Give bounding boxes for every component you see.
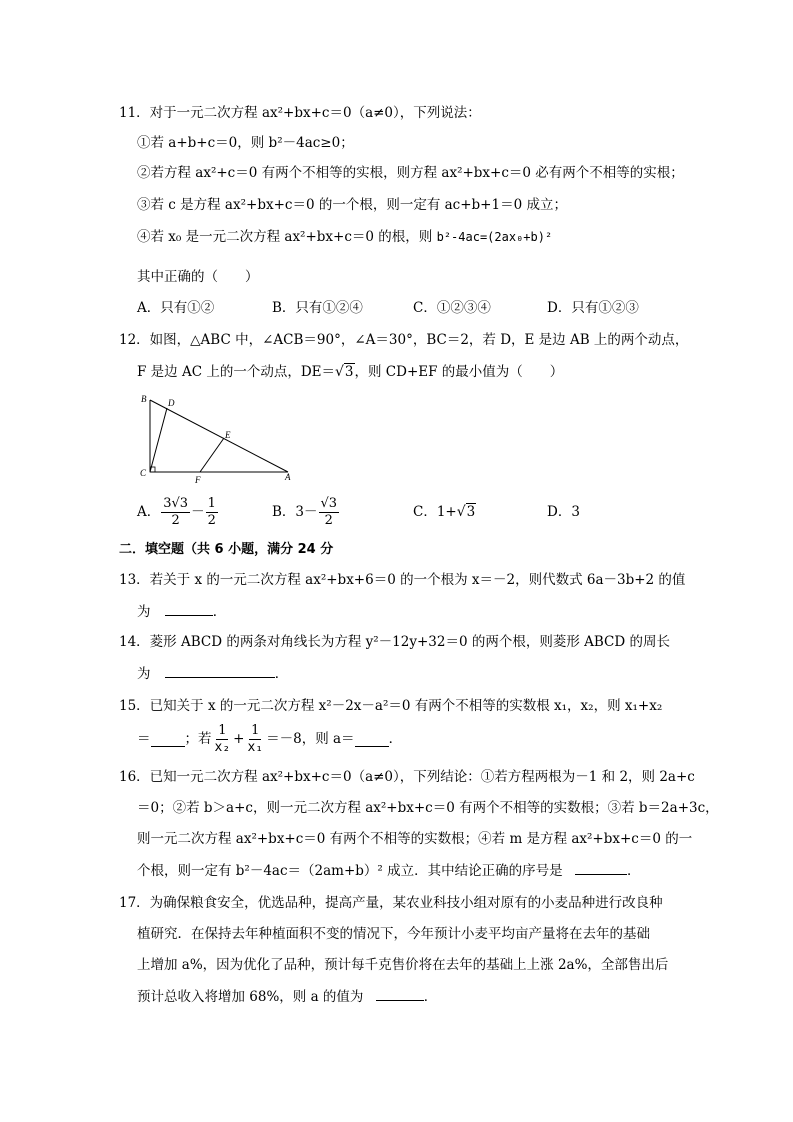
q16-line-4: 个根，则一定有 b²－4ac＝（2am+b）² 成立．其中结论正确的序号是 ．: [137, 860, 640, 881]
q17-line-4-text: 预计总收入将增加 68%，则 a 的值为: [137, 989, 364, 1005]
triangle-figure: [138, 392, 298, 484]
q15-equals: ＝: [137, 731, 151, 747]
denominator: 2: [207, 512, 216, 528]
q17-line-4: 预计总收入将增加 68%，则 a 的值为 ．: [137, 986, 437, 1007]
q11-statement-2: ②若方程 ax²+c＝0 有两个不相等的实根，则方程 ax²+bx+c＝0 必有两个不相等的实根；: [137, 165, 684, 181]
q13-line-2-text: 为: [137, 604, 151, 620]
q12-line-2-text: F 是边 AC 上的一个动点，DE＝: [137, 364, 335, 380]
q12-option-b: [272, 490, 340, 534]
q16-line-4-text: 个根，则一定有 b²－4ac＝（2am+b）² 成立．其中结论正确的序号是: [137, 863, 563, 879]
q11-option-b: B．只有①②④: [272, 300, 363, 316]
q11-statement-4: [137, 227, 552, 247]
q16-line-1: 16．已知一元二次方程 ax²+bx+c＝0（a≠0），下列结论：①若方程两根为－1 和 2，则 2a+c: [119, 769, 695, 785]
q17-line-2: 植研究．在保持去年种植面积不变的情况下，今年预计小麦平均亩产量将在去年的基础: [137, 926, 650, 942]
segment-cd: [150, 408, 167, 472]
numerator: 3√3: [163, 495, 189, 511]
q12-option-a-label: A．: [137, 504, 161, 520]
q11-statement-4-formula: b²-4ac=(2ax₀+b)²: [436, 230, 553, 244]
answer-blank: [151, 732, 185, 747]
minus-sign: －: [191, 504, 205, 520]
q11-option-c: C．①②③④: [413, 300, 491, 316]
answer-blank: [355, 732, 389, 747]
numerator: √3: [320, 495, 338, 511]
q11-statement-4-text: ④若 x₀ 是一元二次方程 ax²+bx+c＝0 的根，则: [137, 229, 433, 245]
label-e: E: [225, 430, 231, 440]
fraction: [206, 496, 218, 529]
q16-line-2: ＝0；②若 b＞a+c，则一元二次方程 ax²+bx+c＝0 有两个不相等的实数根；③若 b＝2a+3c，: [137, 800, 719, 816]
label-d: D: [168, 398, 175, 408]
q17-line-1: 17．为确保粮食安全，优选品种，提高产量，某农业科技小组对原有的小麦品种进行改良种: [119, 895, 663, 911]
label-a: A: [285, 472, 291, 482]
answer-blank: [575, 860, 627, 875]
q14-line-1: 14．菱形 ABCD 的两条对角线长为方程 y²－12y+32＝0 的两个根，则菱形 ABCD 的周长: [119, 634, 670, 650]
q12-line-1: 12．如图，△ABC 中，∠ACB＝90°，∠A＝30°，BC＝2，若 D，E 是边 AB 上的两个动点，: [119, 332, 689, 348]
numerator: 1: [251, 722, 260, 738]
q11-stem: 11．对于一元二次方程 ax²+bx+c＝0（a≠0），下列说法：: [119, 105, 481, 121]
q13-line-2: 为 ．: [137, 601, 226, 622]
q14-line-2-text: 为: [137, 666, 151, 682]
label-f: F: [195, 475, 201, 484]
numerator: 1: [218, 722, 227, 738]
q12-option-b-label: B．3－: [272, 504, 318, 520]
answer-blank: [165, 601, 213, 616]
denominator: 2: [324, 512, 333, 528]
q12-option-c-label: C．1+: [413, 504, 457, 520]
q11-option-a: A．只有①②: [137, 300, 215, 316]
answer-blank: [376, 986, 424, 1001]
denominator: 2: [171, 512, 180, 528]
q15-tail: ＝－8，则 a＝: [266, 731, 355, 747]
q12-line-2-tail: ，则 CD+EF 的最小值为（ ）: [354, 364, 564, 380]
q16-line-3: 则一元二次方程 ax²+bx+c＝0 有两个不相等的实数根；④若 m 是方程 ax²+bx+c＝0 的一: [137, 831, 693, 847]
q14-line-2: 为 ．: [137, 663, 288, 684]
label-c: C: [140, 468, 147, 478]
answer-blank: [165, 663, 275, 678]
fraction: [245, 723, 265, 756]
q15-line-2: ＝ ；若 $\frac{1}{\text{x₂}}$ + $\frac{1}{\text{x₁}}$ ＝－8，则 a＝ ．: [137, 722, 403, 755]
denominator: x₁: [247, 739, 264, 755]
sqrt-sign: √: [456, 504, 466, 520]
q11-statement-1: ①若 a+b+c＝0，则 b²－4ac≥0；: [137, 135, 354, 151]
q12-option-d: D．3: [547, 504, 580, 520]
section-heading: 二．填空题（共 6 小题，满分 24 分: [119, 542, 334, 557]
segment-ab: [150, 400, 288, 472]
q12-line-2: [137, 362, 563, 382]
q12-sqrt-value: 3: [344, 364, 354, 380]
q12-option-c: [413, 502, 476, 522]
fraction: [161, 496, 190, 529]
q12-option-a: [137, 490, 219, 534]
sqrt-sign: √: [335, 364, 344, 380]
label-b: B: [141, 394, 147, 404]
q13-line-1: 13．若关于 x 的一元二次方程 ax²+bx+6＝0 的一个根为 x＝－2，则代数式 6a－3b+2 的值: [119, 572, 686, 588]
q11-statement-3: ③若 c 是方程 ax²+bx+c＝0 的一个根，则一定有 ac+b+1＝0 成立；: [137, 197, 567, 213]
fraction: [319, 496, 340, 529]
denominator: x₂: [214, 739, 231, 755]
q11-option-d: D．只有①②③: [547, 300, 639, 316]
q15-line-1: 15．已知关于 x 的一元二次方程 x²－2x－a²＝0 有两个不相等的实数根 x₁，x₂，则 x₁+x₂: [119, 698, 663, 714]
plus-sign: +: [233, 731, 245, 747]
q15-if: ；若: [184, 731, 212, 747]
q17-line-3: 上增加 a%，因为优化了品种，预计每千克售价将在去年的基础上上涨 2a%，全部售出后: [137, 957, 669, 973]
q11-question: 其中正确的（ ）: [137, 269, 259, 285]
fraction: [213, 723, 233, 756]
segment-ef: [200, 438, 224, 472]
numerator: 1: [207, 495, 216, 511]
q12-option-c-radicand: 3: [466, 504, 476, 520]
